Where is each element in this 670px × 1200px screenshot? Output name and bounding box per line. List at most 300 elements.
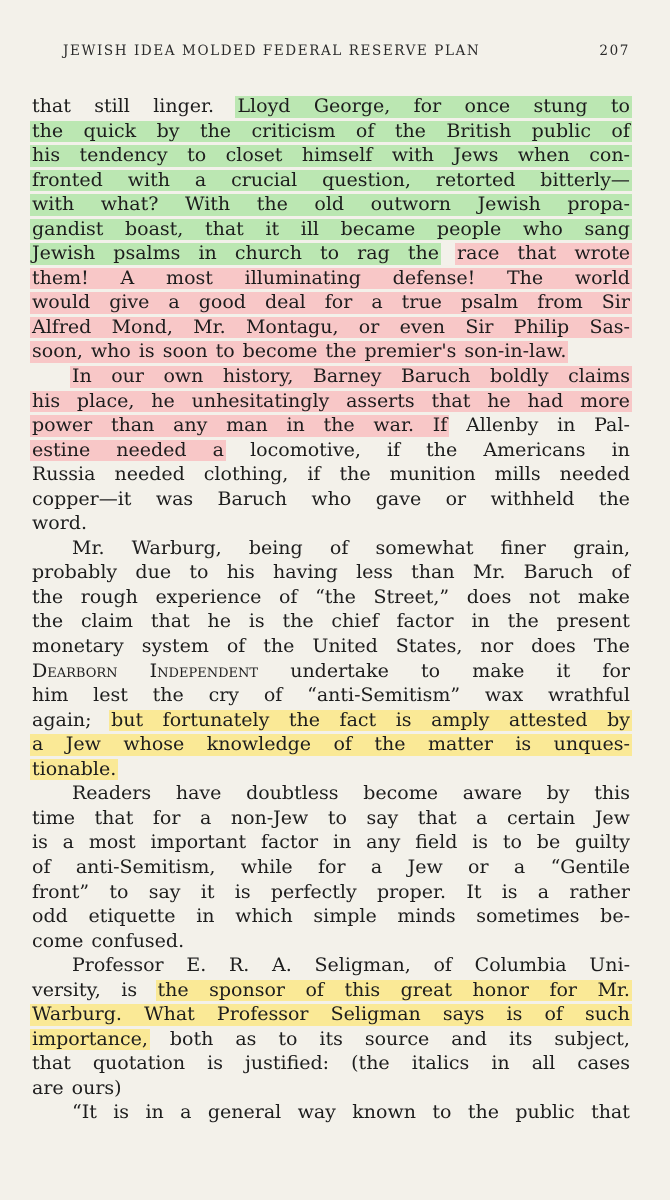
word: A.: [272, 954, 292, 977]
word: subject,: [554, 1027, 630, 1050]
word: power: [32, 414, 93, 437]
text-line: [32, 315, 630, 340]
word: Readers: [72, 782, 152, 805]
word: if: [307, 463, 321, 486]
word: Allenby: [466, 414, 539, 437]
word: front”: [32, 880, 90, 903]
word: by: [607, 708, 630, 731]
word: Baruch: [523, 561, 594, 584]
word: a: [212, 438, 224, 461]
text-line: [32, 757, 630, 782]
word: undertake: [290, 659, 389, 682]
word: the: [426, 438, 458, 461]
text-line: [32, 585, 630, 610]
word: in: [471, 610, 490, 633]
word: his: [226, 561, 255, 584]
word: that: [32, 1052, 71, 1075]
text-line: [32, 1027, 630, 1052]
word: a: [180, 1101, 192, 1124]
word: good: [198, 291, 246, 314]
word: Mr.: [472, 561, 506, 584]
word: great: [400, 978, 453, 1001]
word: word.: [32, 512, 87, 535]
word: being: [248, 536, 303, 559]
word: (the: [351, 1052, 390, 1075]
word: that: [204, 217, 244, 240]
word: he: [207, 610, 232, 633]
word: a: [199, 806, 212, 829]
word: aware: [462, 782, 522, 805]
word: etiquette: [88, 905, 176, 928]
word: boldly: [489, 365, 549, 388]
word: of: [333, 733, 352, 756]
word: asserts: [346, 389, 415, 412]
word: old: [314, 193, 345, 216]
word: or: [445, 487, 467, 510]
word: Warburg.: [32, 1003, 122, 1026]
word: in: [286, 414, 305, 437]
word: was: [155, 487, 194, 510]
word: needed: [114, 463, 185, 486]
word: quotation: [92, 1052, 186, 1075]
word: finer: [500, 536, 546, 559]
word: is: [506, 1003, 523, 1026]
word: is: [501, 880, 518, 903]
word: of: [611, 561, 630, 584]
word: from: [537, 291, 583, 314]
text-line: [32, 1002, 630, 1027]
word: linger.: [153, 95, 215, 117]
word: even: [399, 315, 446, 338]
word: to: [610, 95, 630, 117]
word: is: [248, 610, 265, 633]
word: fronted: [32, 168, 103, 191]
word: which: [235, 905, 293, 928]
word: Philip: [513, 315, 570, 338]
word: copper—it: [32, 487, 132, 510]
word: wax: [484, 684, 524, 707]
word: a: [62, 831, 74, 854]
word: such: [585, 1003, 630, 1026]
word: confused.: [91, 929, 185, 952]
word: grain,: [573, 536, 630, 559]
word: importance,: [32, 1027, 148, 1050]
word: criticism: [251, 119, 336, 142]
text-line: [32, 929, 630, 954]
word: he: [151, 389, 175, 412]
word: in: [332, 831, 352, 854]
word: had: [527, 389, 564, 412]
word: the: [32, 119, 64, 142]
text-line: [32, 855, 630, 880]
word: Pal-: [594, 414, 630, 437]
word: all: [531, 1052, 556, 1075]
word: people: [436, 217, 502, 240]
word: or: [468, 855, 489, 878]
word: stung: [533, 95, 588, 117]
word: Jew: [407, 855, 443, 878]
word: with: [391, 144, 435, 167]
word: States,: [395, 635, 463, 658]
word: Russia: [32, 463, 96, 486]
word: that: [431, 389, 471, 412]
word: important: [150, 831, 247, 854]
word: odd: [32, 905, 68, 928]
word: is: [234, 880, 251, 903]
text-line: [32, 609, 630, 634]
word: What: [144, 1003, 195, 1026]
word: once: [464, 95, 511, 117]
text-line: [32, 683, 630, 708]
word: soon,: [32, 340, 83, 363]
word: mills: [494, 463, 541, 486]
word: clothing,: [203, 463, 289, 486]
word: for: [549, 978, 577, 1001]
text-line: [32, 438, 630, 463]
word: in: [557, 414, 576, 437]
word: knowledge: [206, 733, 312, 756]
word: by: [546, 782, 570, 805]
word: it: [200, 880, 215, 903]
word: simple: [313, 905, 377, 928]
word: of: [278, 585, 298, 608]
word: would: [32, 291, 91, 314]
word: field: [415, 831, 458, 854]
word: church: [234, 242, 302, 265]
word: sponsor: [209, 978, 286, 1001]
word: the: [152, 684, 184, 707]
word: most: [166, 266, 213, 289]
text-line: [32, 708, 630, 733]
word: as: [235, 1027, 257, 1050]
word: place,: [76, 389, 135, 412]
word: both: [169, 1027, 214, 1050]
word: world: [574, 266, 630, 289]
word: race: [457, 242, 500, 265]
word: attested: [508, 708, 588, 731]
word: certain: [507, 806, 576, 829]
word: than: [411, 561, 455, 584]
highlight-yellow: [30, 734, 632, 756]
text-line: [32, 413, 630, 438]
word: with: [32, 193, 75, 216]
word: does: [531, 635, 576, 658]
word: in: [145, 1101, 164, 1124]
word: withheld: [490, 487, 575, 510]
word: of: [611, 119, 630, 142]
word: E.: [186, 954, 207, 977]
word: bitterly—: [540, 168, 630, 191]
word: who: [311, 487, 352, 510]
word: non-Jew: [230, 806, 309, 829]
word: his: [32, 144, 61, 167]
word: more: [580, 389, 630, 412]
text-line: [32, 487, 630, 512]
word: of: [305, 978, 324, 1001]
word: honor: [472, 978, 529, 1001]
word: this: [594, 782, 630, 805]
word: that: [150, 610, 190, 633]
word: nor: [480, 635, 514, 658]
word: Americans: [483, 438, 586, 461]
word: ours): [71, 1076, 122, 1099]
word: a: [513, 855, 526, 878]
word: is: [207, 1052, 223, 1075]
word: Independent: [149, 659, 259, 682]
word: its: [508, 1027, 533, 1050]
word: and: [451, 1027, 487, 1050]
word: this: [344, 978, 381, 1001]
word: come: [32, 929, 84, 952]
word: British: [446, 119, 512, 142]
word: the: [32, 585, 64, 608]
word: minds: [397, 905, 456, 928]
word: himself: [301, 144, 373, 167]
word: the: [467, 1101, 499, 1124]
word: wrathful: [548, 684, 630, 707]
word: crucial: [231, 168, 298, 191]
word: when: [517, 144, 570, 167]
word: “the: [315, 585, 356, 608]
text-line: [32, 781, 630, 806]
word: Columbia: [474, 954, 567, 977]
word: guilty: [575, 831, 630, 854]
word: but: [111, 708, 144, 731]
word: ill: [300, 217, 320, 240]
word: “It: [72, 1101, 97, 1124]
word: that: [517, 242, 557, 265]
text-line: [32, 143, 630, 168]
word: the: [157, 978, 189, 1001]
word: proper.: [376, 880, 447, 903]
word: of: [433, 954, 452, 977]
word: Professor: [216, 1003, 309, 1026]
word: R.: [228, 954, 250, 977]
word: sang: [584, 217, 630, 240]
word: public: [515, 1101, 575, 1124]
word: soon: [162, 340, 208, 363]
word: most: [88, 831, 136, 854]
word: is: [121, 978, 138, 1001]
word: what?: [100, 193, 159, 216]
word: needed: [116, 438, 187, 461]
word: Sir: [601, 291, 630, 314]
word: the: [263, 635, 295, 658]
word: George,: [313, 95, 391, 117]
text-line: [32, 119, 630, 144]
word: become: [242, 340, 318, 363]
word: is: [32, 831, 48, 854]
word: versity,: [32, 978, 101, 1001]
word: is: [138, 340, 155, 363]
text-line: [32, 806, 630, 831]
word: present: [556, 610, 630, 633]
word: be-: [600, 905, 630, 928]
word: the: [323, 414, 355, 437]
word: cases: [577, 1052, 630, 1075]
word: fact: [339, 708, 377, 731]
word: rag: [357, 242, 390, 265]
word: than: [110, 414, 155, 437]
text-line: [32, 634, 630, 659]
text-line: [32, 364, 630, 389]
word: estine: [32, 438, 91, 461]
word: that: [591, 1101, 630, 1124]
word: doubtless: [246, 782, 339, 805]
word: the: [507, 610, 539, 633]
word: boast,: [124, 217, 184, 240]
word: Jew: [594, 806, 630, 829]
word: system: [141, 635, 209, 658]
word: to: [189, 561, 209, 584]
word: Jews: [453, 144, 499, 167]
word: by: [156, 119, 180, 142]
word: again;: [32, 708, 92, 731]
word: munition: [389, 463, 476, 486]
word: factor: [396, 610, 454, 633]
word: retorted: [435, 168, 516, 191]
word: “Gentile: [550, 855, 630, 878]
text-line: [32, 953, 630, 978]
word: Seligman: [330, 1003, 421, 1026]
word: closet: [225, 144, 283, 167]
word: justified:: [245, 1052, 330, 1075]
word: a: [194, 168, 207, 191]
word: son-in-law.: [464, 340, 567, 363]
word: the: [339, 463, 371, 486]
word: sometimes: [476, 905, 580, 928]
word: italics: [411, 1052, 470, 1075]
word: war.: [373, 414, 415, 437]
word: history,: [222, 365, 294, 388]
word: the: [199, 119, 232, 142]
word: of: [32, 855, 51, 878]
word: that: [417, 806, 457, 829]
word: amply: [431, 708, 490, 731]
word: make: [472, 659, 525, 682]
word: a: [476, 806, 488, 829]
word: outworn: [370, 193, 451, 216]
word: the: [598, 487, 630, 510]
word: public: [531, 119, 591, 142]
word: a: [168, 291, 180, 314]
text-line: [32, 830, 630, 855]
word: the: [394, 119, 426, 142]
word: any: [173, 414, 208, 437]
word: of: [544, 1003, 563, 1026]
word: Jewish: [477, 193, 541, 216]
word: Mr.: [72, 536, 105, 559]
word: him: [32, 684, 69, 707]
word: or: [358, 315, 380, 338]
word: gandist: [32, 217, 104, 240]
word: Alfred: [32, 315, 92, 338]
word: a: [537, 880, 550, 903]
page-body: [32, 94, 630, 1125]
word: while: [240, 855, 293, 878]
word: of: [226, 635, 246, 658]
text-line: [32, 266, 630, 291]
text-line: [32, 290, 630, 315]
word: unques-: [553, 733, 630, 756]
word: to: [278, 1027, 298, 1050]
word: a: [371, 291, 383, 314]
running-header: [63, 43, 630, 59]
word: lest: [93, 684, 128, 707]
word: Baruch: [217, 487, 288, 510]
word: due: [135, 561, 172, 584]
word: of: [355, 119, 375, 142]
word: of: [263, 684, 283, 707]
word: rather: [569, 880, 630, 903]
word: Dearborn: [32, 659, 118, 682]
word: “anti-Semitism”: [307, 684, 461, 707]
text-line: [32, 904, 630, 929]
word: probably: [32, 561, 118, 584]
word: experience: [155, 585, 262, 608]
word: The: [593, 635, 630, 658]
text-line: [32, 94, 630, 119]
word: the: [325, 340, 357, 363]
text-line: [32, 536, 630, 561]
word: the: [407, 242, 439, 265]
word: true: [401, 291, 442, 314]
word: it: [556, 659, 571, 682]
word: if: [386, 438, 401, 461]
word: is: [472, 831, 489, 854]
word: monetary: [32, 635, 124, 658]
word: for: [152, 806, 181, 829]
word: psalms: [113, 242, 181, 265]
word: propa-: [567, 193, 630, 216]
word: Warburg,: [131, 536, 222, 559]
word: whose: [123, 733, 185, 756]
word: who: [90, 340, 131, 363]
word: to: [327, 806, 347, 829]
word: that: [94, 806, 134, 829]
word: needed: [559, 463, 630, 486]
word: Barney: [312, 365, 382, 388]
word: give: [109, 291, 150, 314]
text-line: [32, 511, 630, 536]
word: anti-Semitism,: [75, 855, 216, 878]
word: not: [528, 585, 561, 608]
word: to: [215, 340, 235, 363]
word: Street,”: [373, 585, 450, 608]
word: locomotive,: [250, 438, 361, 461]
word: wrote: [574, 242, 630, 265]
word: way: [297, 1101, 336, 1124]
word: the: [374, 733, 406, 756]
word: premier's: [364, 340, 457, 363]
word: Uni-: [589, 954, 630, 977]
word: general: [207, 1101, 282, 1124]
word: Montagu,: [245, 315, 339, 338]
word: known: [352, 1101, 416, 1124]
word: Sir: [465, 315, 494, 338]
word: rough: [80, 585, 138, 608]
word: become: [363, 782, 438, 805]
word: United: [312, 635, 378, 658]
word: con-: [589, 144, 630, 167]
word: is: [395, 708, 412, 731]
word: his: [32, 389, 61, 412]
text-line: [32, 217, 630, 242]
text-line: [32, 168, 630, 193]
word: in: [491, 1052, 510, 1075]
word: in: [196, 905, 215, 928]
word: Lloyd: [237, 95, 291, 117]
